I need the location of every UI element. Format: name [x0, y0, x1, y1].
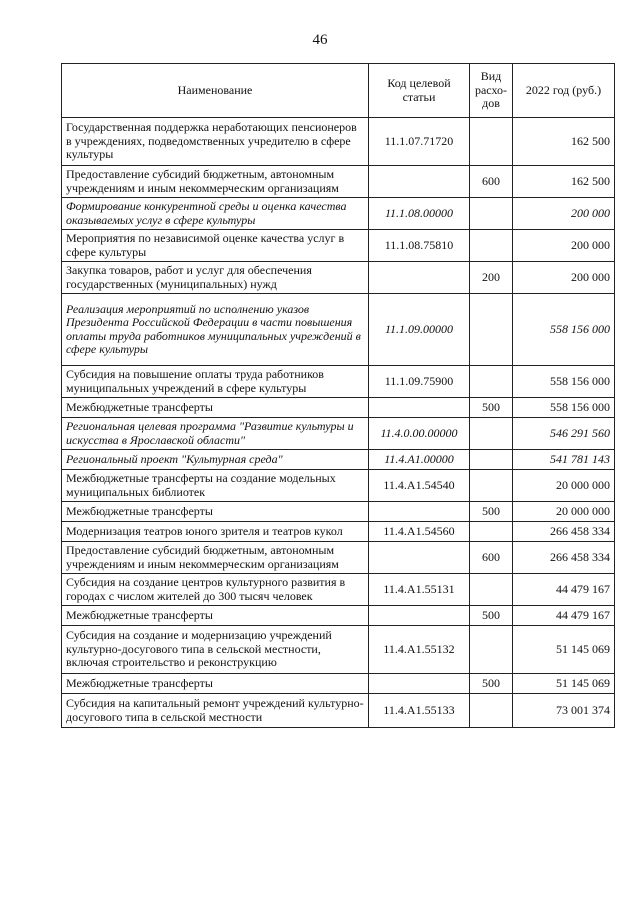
row-type-cell [470, 366, 513, 398]
row-type-cell [470, 118, 513, 166]
row-type-cell [470, 574, 513, 606]
row-amount-cell: 44 479 167 [513, 606, 615, 626]
row-name-cell: Субсидия на капитальный ремонт учреждений культурно-досугового типа в сельской местности [62, 694, 369, 728]
row-type-cell [470, 230, 513, 262]
row-name-cell: Закупка товаров, работ и услуг для обеспечения государственных (муниципальных) нужд [62, 262, 369, 294]
row-amount-cell: 558 156 000 [513, 294, 615, 366]
row-type-cell: 500 [470, 502, 513, 522]
table-row [62, 522, 615, 542]
table-row [62, 230, 615, 262]
row-name-cell: Модернизация театров юного зрителя и театров кукол [62, 522, 369, 542]
row-type-cell [470, 626, 513, 674]
table-row [62, 470, 615, 502]
row-amount-cell: 73 001 374 [513, 694, 615, 728]
row-code-cell: 11.4.А1.54560 [369, 522, 470, 542]
row-amount-cell: 200 000 [513, 230, 615, 262]
row-type-cell [470, 522, 513, 542]
table-row [62, 502, 615, 522]
table-row [62, 674, 615, 694]
header-type: Вид расхо-дов [470, 64, 513, 118]
page-number: 46 [312, 32, 328, 48]
table-row [62, 262, 615, 294]
row-amount-cell: 558 156 000 [513, 398, 615, 418]
row-name-cell: Субсидия на создание и модернизацию учреждений культурно-досугового типа в сельской местности, включая строительство и реконструкцию [62, 626, 369, 674]
row-amount-cell: 51 145 069 [513, 626, 615, 674]
header-code: Код целевой статьи [369, 64, 470, 118]
row-type-cell: 200 [470, 262, 513, 294]
table-row [62, 198, 615, 230]
row-code-cell [369, 502, 470, 522]
row-name-cell: Региональный проект "Культурная среда" [62, 450, 369, 470]
row-amount-cell: 51 145 069 [513, 674, 615, 694]
row-type-cell: 600 [470, 166, 513, 198]
row-code-cell: 11.4.А1.55132 [369, 626, 470, 674]
table-row [62, 574, 615, 606]
row-code-cell: 11.4.А1.54540 [369, 470, 470, 502]
row-name-cell: Субсидия на создание центров культурного развития в городах с числом жителей до 300 тысяч человек [62, 574, 369, 606]
budget-table [61, 63, 615, 728]
row-code-cell: 11.4.А1.55131 [369, 574, 470, 606]
row-name-cell: Межбюджетные трансферты [62, 398, 369, 418]
row-name-cell: Субсидия на повышение оплаты труда работников муниципальных учреждений в сфере культуры [62, 366, 369, 398]
row-type-cell [470, 694, 513, 728]
row-type-cell [470, 294, 513, 366]
header-amount: 2022 год (руб.) [513, 64, 615, 118]
row-amount-cell: 546 291 560 [513, 418, 615, 450]
row-amount-cell: 162 500 [513, 166, 615, 198]
row-code-cell: 11.1.09.00000 [369, 294, 470, 366]
row-code-cell: 11.1.08.75810 [369, 230, 470, 262]
table-body [62, 118, 615, 728]
table-row [62, 118, 615, 166]
row-code-cell: 11.4.А1.55133 [369, 694, 470, 728]
row-amount-cell: 20 000 000 [513, 502, 615, 522]
row-code-cell [369, 262, 470, 294]
row-code-cell [369, 606, 470, 626]
row-name-cell: Государственная поддержка неработающих пенсионеров в учреждениях, подведомственных учредителю в сфере культуры [62, 118, 369, 166]
row-code-cell: 11.1.07.71720 [369, 118, 470, 166]
table-header-row [62, 64, 615, 118]
table-row [62, 694, 615, 728]
row-code-cell: 11.1.09.75900 [369, 366, 470, 398]
row-amount-cell: 162 500 [513, 118, 615, 166]
row-amount-cell: 200 000 [513, 198, 615, 230]
row-code-cell [369, 674, 470, 694]
row-amount-cell: 558 156 000 [513, 366, 615, 398]
table-row [62, 398, 615, 418]
table-row [62, 294, 615, 366]
table-row [62, 542, 615, 574]
row-name-cell: Предоставление субсидий бюджетным, автономным учреждениям и иным некоммерческим организациям [62, 542, 369, 574]
row-amount-cell: 266 458 334 [513, 522, 615, 542]
row-name-cell: Межбюджетные трансферты [62, 674, 369, 694]
row-type-cell: 500 [470, 398, 513, 418]
row-name-cell: Реализация мероприятий по исполнению указов Президента Российской Федерации в части повышения оплаты труда работников муниципальных учреждений в сфере культуры [62, 294, 369, 366]
table-row [62, 418, 615, 450]
row-code-cell [369, 542, 470, 574]
table-row [62, 606, 615, 626]
row-name-cell: Региональная целевая программа "Развитие культуры и искусства в Ярославской области" [62, 418, 369, 450]
row-code-cell [369, 166, 470, 198]
row-type-cell [470, 418, 513, 450]
row-type-cell [470, 450, 513, 470]
row-code-cell: 11.4.А1.00000 [369, 450, 470, 470]
row-type-cell: 500 [470, 606, 513, 626]
row-type-cell: 600 [470, 542, 513, 574]
row-name-cell: Предоставление субсидий бюджетным, автономным учреждениям и иным некоммерческим организациям [62, 166, 369, 198]
table-row [62, 626, 615, 674]
row-amount-cell: 541 781 143 [513, 450, 615, 470]
row-type-cell [470, 470, 513, 502]
row-name-cell: Межбюджетные трансферты [62, 606, 369, 626]
row-name-cell: Межбюджетные трансферты [62, 502, 369, 522]
row-name-cell: Мероприятия по независимой оценке качества услуг в сфере культуры [62, 230, 369, 262]
row-amount-cell: 200 000 [513, 262, 615, 294]
row-code-cell [369, 398, 470, 418]
table-row [62, 366, 615, 398]
row-amount-cell: 44 479 167 [513, 574, 615, 606]
row-name-cell: Межбюджетные трансферты на создание модельных муниципальных библиотек [62, 470, 369, 502]
table-row [62, 450, 615, 470]
table-row [62, 166, 615, 198]
header-name: Наименование [62, 64, 369, 118]
row-code-cell: 11.1.08.00000 [369, 198, 470, 230]
row-name-cell: Формирование конкурентной среды и оценка качества оказываемых услуг в сфере культуры [62, 198, 369, 230]
row-amount-cell: 20 000 000 [513, 470, 615, 502]
row-code-cell: 11.4.0.00.00000 [369, 418, 470, 450]
row-type-cell: 500 [470, 674, 513, 694]
row-type-cell [470, 198, 513, 230]
row-amount-cell: 266 458 334 [513, 542, 615, 574]
